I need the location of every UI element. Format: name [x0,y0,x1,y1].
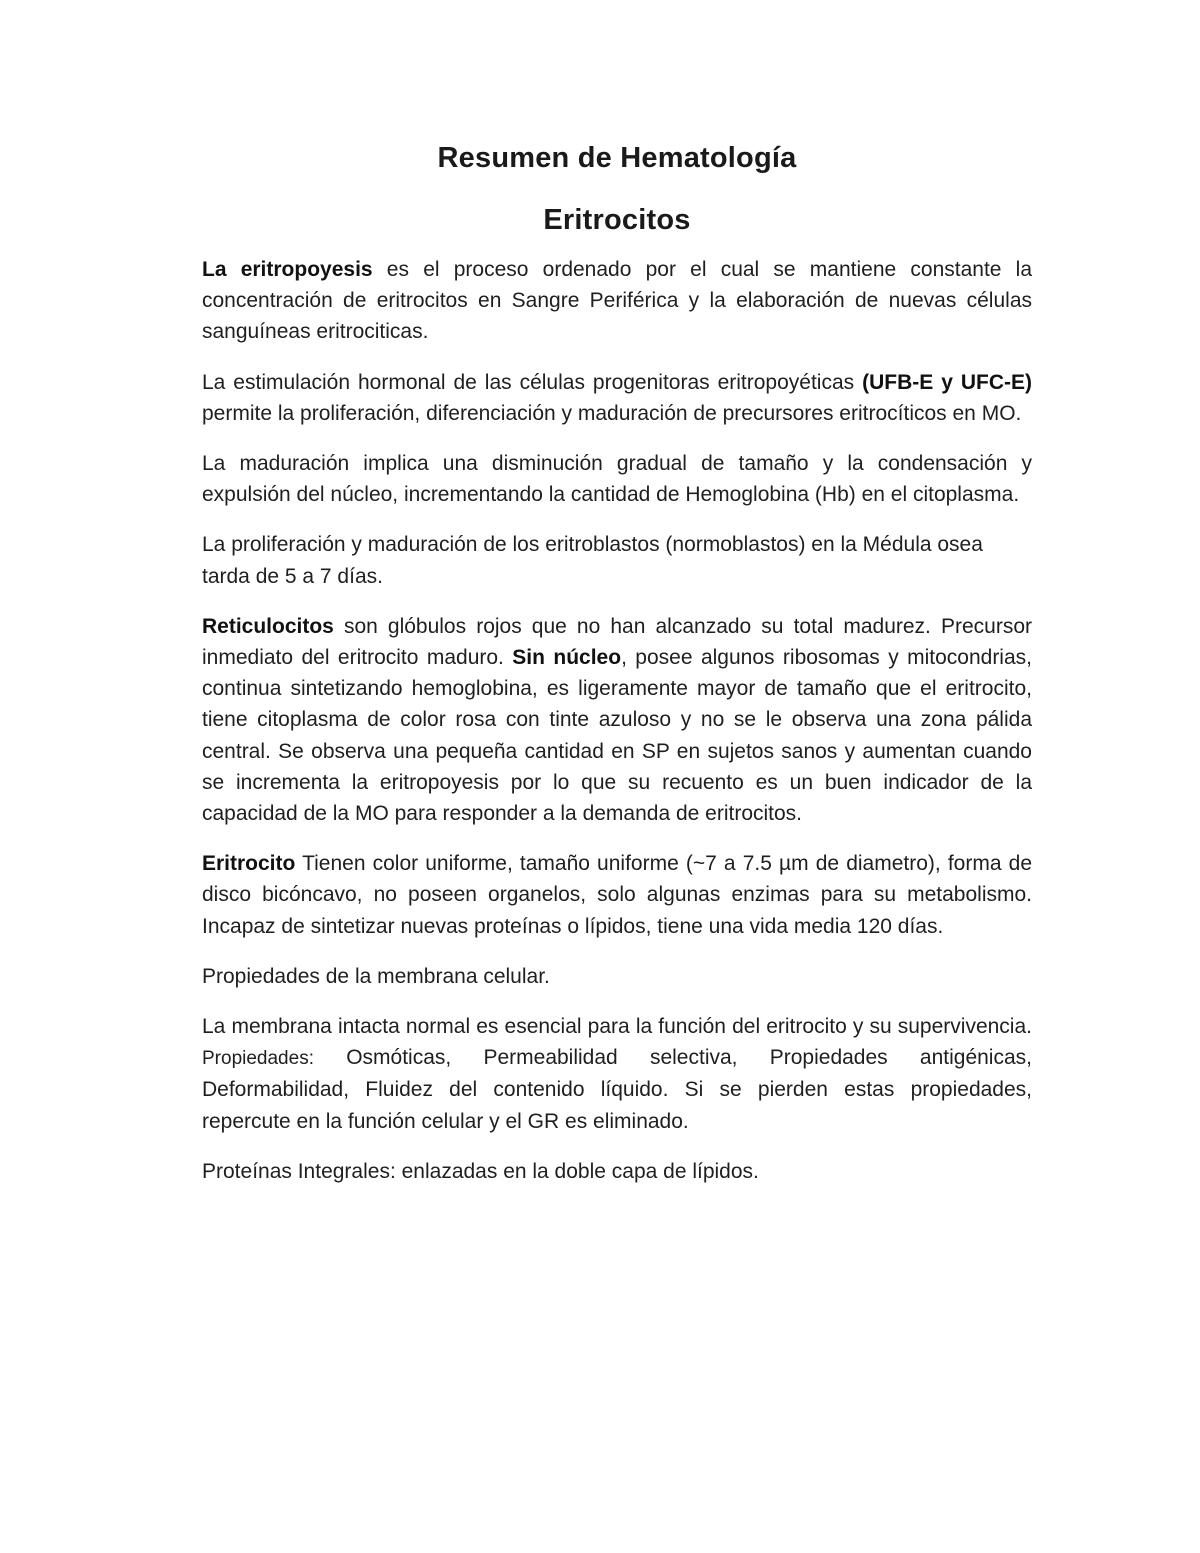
paragraph-estimulacion: La estimulación hormonal de las células progenitoras eritropoyéticas (UFB-E y UFC-E) permite la proliferación, diferenciación y maduración de precursores eritrocíticos en MO. [202,370,1032,425]
bold-term: (UFB-E y UFC-E) [862,370,1032,394]
bold-term: Eritrocito [202,852,296,876]
paragraph-proteinas: Proteínas Integrales: enlazadas en la doble capa de lípidos. [202,1159,759,1183]
paragraph-eritrocito: Eritrocito Tienen color uniforme, tamaño uniforme (~7 a 7.5 µm de diametro), forma de disco bicóncavo, no poseen organelos, solo algunas enzimas para su metabolismo. Incapaz de sintetizar nuevas proteínas o lípidos, tiene una vida media 120 días. [202,852,1032,938]
bold-term: Reticulocitos [202,614,334,638]
paragraph-proliferacion: La proliferación y maduración de los eritroblastos (normoblastos) en la Médula osea tarda de 5 a 7 días. [202,533,983,588]
paragraph-reticulocitos: Reticulocitos son glóbulos rojos que no han alcanzado su total madurez. Precursor inmediato del eritrocito maduro. Sin núcleo, posee algunos ribosomas y mitocondrias, continua sintetizando hemoglobina, es ligeramente mayor de tamaño que el eritrocito, tiene citoplasma de color rosa con tinte azuloso y no se le observa una zona pálida central. Se observa una pequeña cantidad en SP en sujetos sanos y aumentan cuando se incrementa la eritropoyesis por lo que su recuento es un buen indicador de la capacidad de la MO para responder a la demanda de eritrocitos. [202,614,1032,826]
document-title: Resumen de Hematología [437,142,797,174]
paragraph-eritropoyesis: La eritropoyesis es el proceso ordenado por el cual se mantiene constante la concentración de eritrocitos en Sangre Periférica y la elaboración de nuevas células sanguíneas eritrociticas. [202,258,1033,344]
bold-term: Sin núcleo [512,646,622,670]
paragraph-propiedades-heading: Propiedades de la membrana celular. [202,964,550,988]
bold-term: La eritropoyesis [202,258,373,281]
paragraph-membrana: La membrana intacta normal es esencial para la función del eritrocito y su supervivencia. Propiedades: Osmóticas, Permeabilidad selectiva, Propiedades antigénicas, Deformabilidad, Fluidez del contenido líquido. Si se pierden estas propiedades, repercute en la función celular y el GR es eliminado. [202,1015,1032,1133]
paragraph-maduracion: La maduración implica una disminución gradual de tamaño y la condensación y expulsión del núcleo, incrementando la cantidad de Hemoglobina (Hb) en el citoplasma. [202,452,1032,507]
document-page [202,138,1032,1206]
section-heading: Eritrocitos [543,204,691,236]
